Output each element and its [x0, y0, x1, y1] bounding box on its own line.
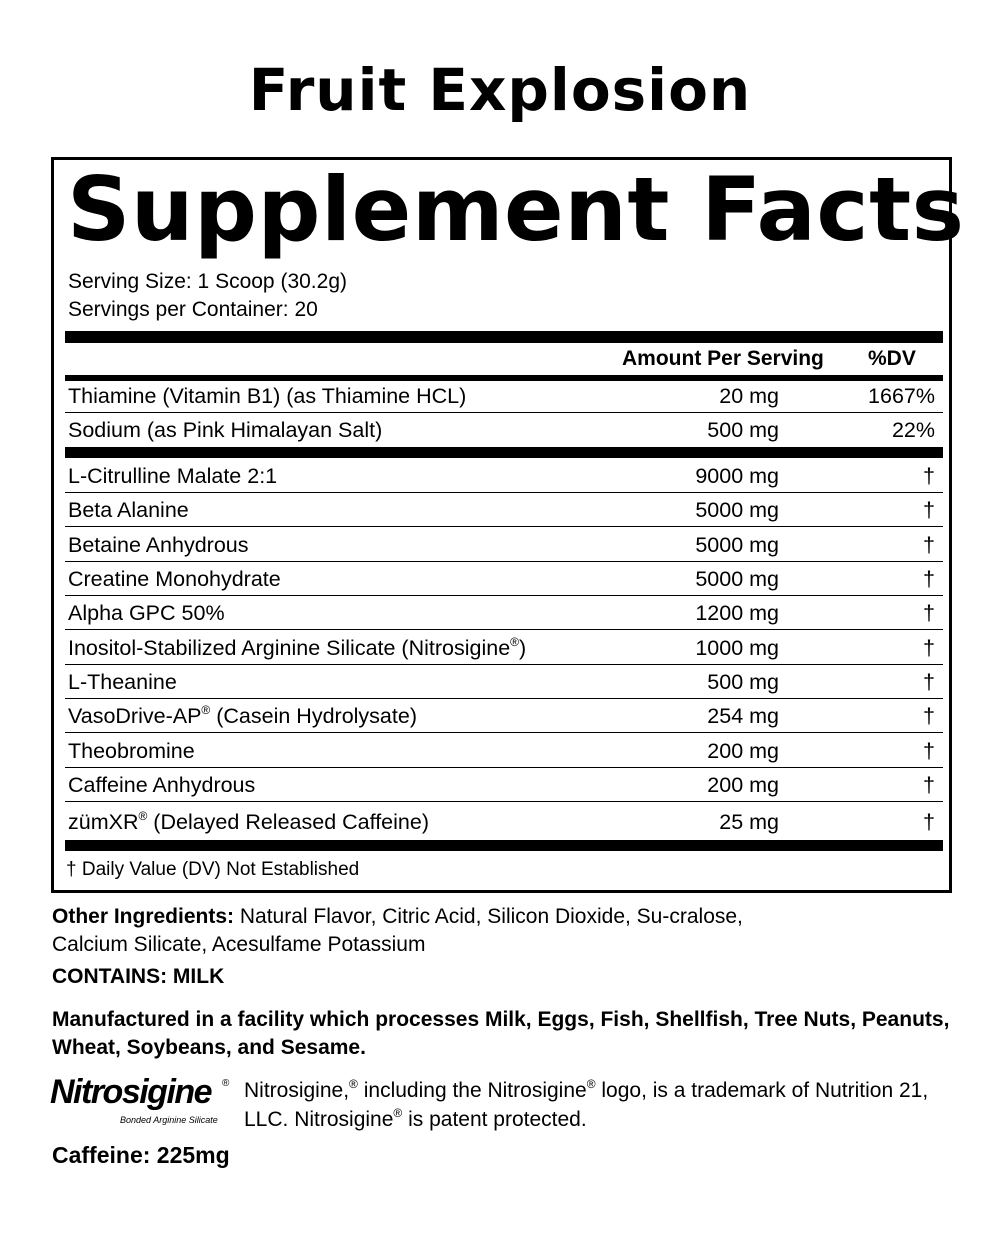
logo-registered-mark: ® — [222, 1078, 230, 1089]
registered-mark: ® — [201, 703, 211, 717]
nutrient-row — [65, 413, 943, 447]
ingredient-dv: † — [923, 498, 935, 522]
ingredient-name: Inositol-Stabilized Arginine Silicate (Nitrosigine®) — [68, 635, 527, 660]
ingredient-row — [65, 528, 943, 562]
nutrient-row — [65, 379, 943, 413]
ingredient-dv: † — [923, 533, 935, 557]
supplement-facts-panel — [51, 157, 965, 893]
nutrient-name: Thiamine (Vitamin B1) (as Thiamine HCL) — [68, 384, 467, 408]
ingredient-amount: 5000 mg — [695, 498, 779, 522]
row-divider — [65, 732, 943, 733]
nutrient-amount: 500 mg — [707, 418, 779, 442]
nitrosigine-logo — [50, 1072, 235, 1132]
ingredient-name: L-Theanine — [68, 670, 177, 694]
nutrient-dv: 22% — [891, 418, 935, 442]
caffeine-total: Caffeine: 225mg — [52, 1142, 230, 1168]
ingredient-amount: 200 mg — [707, 739, 779, 763]
ingredient-dv: † — [923, 567, 935, 591]
ingredient-dv: † — [923, 739, 935, 763]
ingredient-dv: † — [923, 464, 935, 488]
flavor-title: Fruit Explosion — [248, 56, 752, 124]
ingredient-amount: 5000 mg — [695, 533, 779, 557]
logo-tagline: Bonded Arginine Silicate — [120, 1115, 218, 1125]
ingredient-row — [65, 768, 943, 802]
ingredient-name: Creatine Monohydrate — [68, 567, 281, 591]
ingredient-name: Alpha GPC 50% — [68, 601, 225, 625]
other-ingredients — [52, 903, 752, 959]
ingredient-amount: 1200 mg — [695, 601, 779, 625]
facility-statement: Manufactured in a facility which processes Milk, Eggs, Fish, Shellfish, Tree Nuts, Peanuts, Wheat, Soybeans, and Sesame. — [52, 1008, 950, 1059]
nutrient-amount: 20 mg — [719, 384, 779, 408]
ingredient-name: Beta Alanine — [68, 498, 189, 522]
servings-per-container: Servings per Container: 20 — [68, 298, 318, 321]
thick-divider — [65, 331, 943, 343]
nutrient-dv: 1667% — [868, 384, 935, 408]
ingredient-dv: † — [923, 773, 935, 797]
header-amount: Amount Per Serving — [622, 347, 824, 370]
thick-divider — [65, 840, 943, 851]
ingredient-row — [65, 665, 943, 699]
row-divider — [65, 801, 943, 802]
row-divider — [65, 526, 943, 527]
logo-wordmark: Nitrosigine — [50, 1073, 212, 1111]
ingredient-name: Caffeine Anhydrous — [68, 773, 256, 797]
ingredient-amount: 5000 mg — [695, 567, 779, 591]
ingredient-amount: 25 mg — [719, 810, 779, 834]
ingredient-row — [65, 493, 943, 527]
registered-mark: ® — [586, 1077, 596, 1091]
serving-size: Serving Size: 1 Scoop (30.2g) — [68, 270, 347, 293]
panel-title: Supplement Facts — [67, 158, 965, 261]
ingredient-name: Theobromine — [68, 739, 195, 763]
registered-mark: ® — [138, 809, 148, 823]
other-ingredients-text: Natural Flavor, Citric Acid, Silicon Dioxide, Su-cralose, Calcium Silicate, Acesulfame Potassium — [52, 905, 743, 956]
ingredient-amount: 254 mg — [707, 704, 779, 728]
header-dv: %DV — [868, 347, 916, 370]
ingredient-row — [65, 459, 943, 493]
ingredient-dv: † — [923, 636, 935, 660]
ingredient-amount: 500 mg — [707, 670, 779, 694]
ingredient-name: Betaine Anhydrous — [68, 533, 249, 557]
ingredient-name: L-Citrulline Malate 2:1 — [68, 464, 278, 488]
row-divider — [65, 629, 943, 630]
ingredient-amount: 9000 mg — [695, 464, 779, 488]
ingredient-row — [65, 631, 943, 665]
trademark-notice: Nitrosigine,® including the Nitrosigine® logo, is a trademark of Nutrition 21, LLC. Nitrosigine® is patent protected. — [244, 1077, 929, 1131]
ingredient-row — [65, 734, 943, 768]
registered-mark: ® — [510, 635, 520, 649]
dv-footnote: † Daily Value (DV) Not Established — [66, 859, 360, 880]
registered-mark: ® — [349, 1077, 358, 1091]
ingredient-row — [65, 699, 943, 733]
ingredient-row — [65, 562, 943, 596]
ingredient-dv: † — [923, 704, 935, 728]
ingredient-row — [65, 596, 943, 630]
ingredient-dv: † — [923, 670, 935, 694]
ingredient-name: VasoDrive-AP® (Casein Hydrolysate) — [68, 703, 417, 728]
allergen-contains: CONTAINS: MILK — [52, 965, 225, 988]
ingredient-amount: 200 mg — [707, 773, 779, 797]
registered-mark: ® — [393, 1106, 403, 1120]
ingredient-name: zümXR® (Delayed Released Caffeine) — [68, 809, 429, 834]
ingredient-dv: † — [923, 810, 935, 834]
nutrient-name: Sodium (as Pink Himalayan Salt) — [68, 418, 383, 442]
ingredient-row — [65, 803, 943, 840]
thick-divider — [65, 447, 943, 458]
ingredient-dv: † — [923, 601, 935, 625]
ingredient-amount: 1000 mg — [695, 636, 779, 660]
other-ingredients-label: Other Ingredients: — [52, 905, 235, 928]
